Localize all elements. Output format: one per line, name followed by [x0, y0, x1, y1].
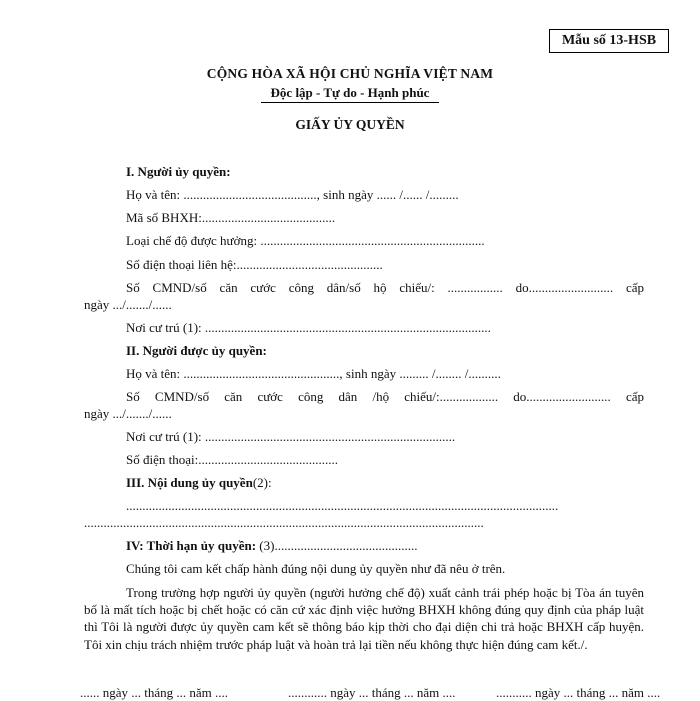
grantee-phone-line: Số điện thoại:........................................... — [126, 452, 338, 467]
signature-date-2: ............ ngày ... tháng ... năm .... — [288, 685, 456, 700]
section-3-note: (2): — [252, 475, 272, 490]
grantor-name-line: Họ và tên: ........................................., sinh ngày ...... /...... /......... — [126, 187, 459, 202]
form-code-box: Mẫu số 13-HSB — [549, 29, 669, 53]
grantor-residence-line: Nơi cư trú (1): ........................................................................................ — [126, 320, 491, 335]
grantor-phone-line: Số điện thoại liên hệ:............................................. — [126, 257, 383, 272]
grantee-name-line: Họ và tên: ................................................, sinh ngày ......... /........ /.......... — [126, 366, 501, 381]
grantee-id-date-line: ngày .../......./...... — [84, 406, 172, 421]
grantee-id-line: Số CMND/số căn cước công dân /hộ chiếu/:.................. do.......................... cấp — [126, 389, 644, 404]
grantee-residence-line: Nơi cư trú (1): ............................................................................. — [126, 429, 456, 444]
section-3-line — [126, 475, 644, 491]
section-3-heading: III. Nội dung ủy quyền — [126, 475, 253, 490]
content-dots-line-1: ..................................................................................................................................... — [126, 498, 559, 513]
section-4-line — [126, 538, 644, 554]
signature-date-1: ...... ngày ... tháng ... năm .... — [80, 685, 229, 700]
liability-text: Trong trường hợp người ủy quyền (người hưởng chế độ) xuất cảnh trái phép hoặc bị Tòa án tuyên bố là mất tích hoặc bị chết hoặc có căn cứ xác định việc hưởng BHXH không đúng quy định của pháp luật thì Tôi là người được ủy quyền cam kết sẽ thông báo kịp thời cho đại diện chi trả hoặc BHXH cấp huyện. Tôi xin chịu trách nhiệm trước pháp luật và hoàn trả lại tiền nếu không thực hiện đúng cam kết./. — [84, 585, 644, 652]
grantor-id-line: Số CMND/số căn cước công dân/số hộ chiếu/: ................. do.......................... cấp — [126, 280, 644, 295]
grantor-bhxh-line: Mã số BHXH:......................................... — [126, 210, 336, 225]
commitment-line: Chúng tôi cam kết chấp hành đúng nội dung ủy quyền như đã nêu ở trên. — [126, 561, 506, 576]
signature-date-3: ........... ngày ... tháng ... năm .... — [496, 685, 661, 700]
section-1-heading: I. Người ủy quyền: — [126, 164, 231, 179]
section-4-note: (3)............................................ — [259, 538, 418, 553]
document-title: GIẤY ỦY QUYỀN — [295, 117, 405, 132]
motto: Độc lập - Tự do - Hạnh phúc — [261, 85, 440, 103]
grantor-regime-line: Loại chế độ được hưởng: ..................................................................... — [126, 233, 485, 248]
section-2-heading: II. Người được ủy quyền: — [126, 343, 267, 358]
country-name: CỘNG HÒA XÃ HỘI CHỦ NGHĨA VIỆT NAM — [206, 66, 494, 81]
liability-paragraph — [84, 584, 644, 653]
grantor-id-date-line: ngày .../......./...... — [84, 297, 172, 312]
section-4-heading: IV: Thời hạn ủy quyền: — [126, 538, 257, 553]
motto-wrapper — [0, 84, 700, 103]
content-dots-line-2: ........................................................................................................................... — [84, 515, 484, 530]
